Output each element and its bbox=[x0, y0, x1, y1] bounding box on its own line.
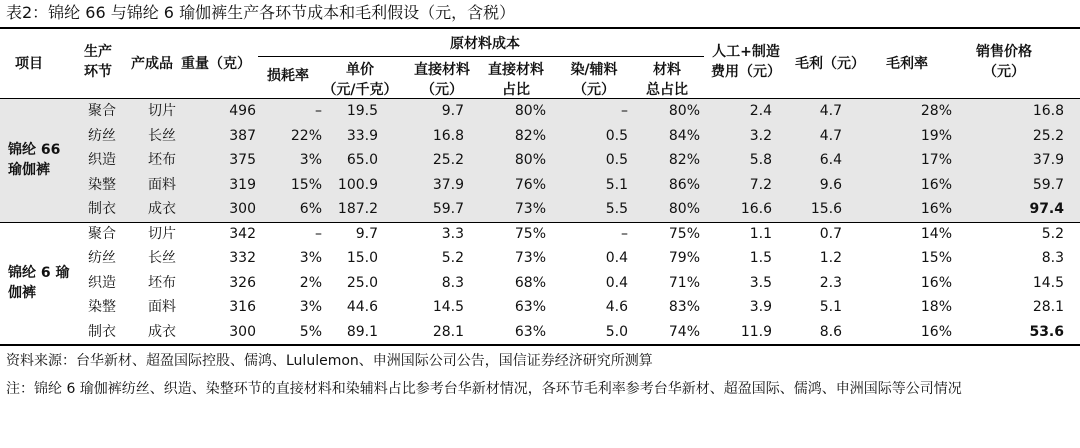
cell-direct-material: 59.7 bbox=[432, 201, 464, 217]
cell-stage: 染整 bbox=[88, 299, 116, 315]
top-rule bbox=[0, 27, 1080, 29]
cell-product: 长丝 bbox=[148, 127, 176, 144]
header-stage: 生产 环节 bbox=[84, 44, 112, 80]
cell-labor: 11.9 bbox=[740, 323, 772, 340]
cell-unit-price: 9.7 bbox=[355, 225, 378, 242]
cell-direct-share: 73% bbox=[514, 201, 546, 217]
cell-loss-rate: 5% bbox=[299, 323, 322, 340]
cell-material-share: 86% bbox=[668, 176, 700, 193]
cell-gross-margin: 19% bbox=[920, 127, 952, 144]
cell-stage: 织造 bbox=[88, 152, 116, 168]
cell-labor: 16.6 bbox=[740, 201, 772, 217]
cell-product: 长丝 bbox=[148, 250, 176, 266]
cell-direct-share: 68% bbox=[514, 274, 546, 291]
cell-price: 5.2 bbox=[1041, 225, 1064, 242]
cell-gross-margin: 15% bbox=[920, 250, 952, 266]
cell-direct-share: 80% bbox=[514, 103, 546, 119]
cell-product: 坯布 bbox=[148, 274, 176, 291]
cell-direct-share: 73% bbox=[514, 250, 546, 266]
group-name: 锦纶 6 瑜 伽裤 bbox=[8, 264, 70, 301]
cell-dye-aux: 0.4 bbox=[605, 274, 628, 291]
cell-weight: 332 bbox=[229, 250, 256, 266]
cell-material-share: 80% bbox=[668, 103, 700, 119]
cell-product: 成衣 bbox=[148, 323, 176, 340]
cell-material-share: 74% bbox=[668, 323, 700, 340]
cell-stage: 聚合 bbox=[88, 103, 116, 119]
cell-direct-share: 82% bbox=[514, 127, 546, 144]
table-row bbox=[0, 222, 1080, 247]
cell-price: 97.4 bbox=[1029, 201, 1064, 217]
cell-unit-price: 89.1 bbox=[346, 323, 378, 340]
cell-price: 16.8 bbox=[1032, 103, 1064, 119]
cell-unit-price: 187.2 bbox=[337, 201, 378, 217]
cell-loss-rate: 15% bbox=[290, 176, 322, 193]
cell-gross-margin: 17% bbox=[920, 152, 952, 168]
cell-direct-share: 63% bbox=[514, 323, 546, 340]
cell-gross-profit: 6.4 bbox=[819, 152, 842, 168]
cell-gross-profit: 5.1 bbox=[819, 299, 842, 315]
table-row bbox=[0, 246, 1080, 271]
cell-dye-aux: 5.5 bbox=[605, 201, 628, 217]
header-direct-material-share: 直接材料 占比 bbox=[488, 62, 544, 98]
cell-labor: 3.5 bbox=[749, 274, 772, 291]
cell-gross-profit: 2.3 bbox=[819, 274, 842, 291]
header-unit-price: 单价 （元/千克） bbox=[322, 62, 398, 98]
cell-loss-rate: – bbox=[315, 225, 322, 242]
cell-direct-material: 3.3 bbox=[441, 225, 464, 242]
cell-gross-margin: 16% bbox=[920, 274, 952, 291]
cell-weight: 319 bbox=[229, 176, 256, 193]
cell-gross-profit: 0.7 bbox=[819, 225, 842, 242]
cell-weight: 316 bbox=[229, 299, 256, 315]
cell-material-share: 75% bbox=[668, 225, 700, 242]
cell-direct-share: 75% bbox=[514, 225, 546, 242]
cell-direct-material: 16.8 bbox=[432, 127, 464, 144]
cell-stage: 纺丝 bbox=[88, 127, 116, 144]
header-price: 销售价格 （元） bbox=[976, 44, 1032, 80]
cell-labor: 3.2 bbox=[749, 127, 772, 144]
footnote: 注：锦纶 6 瑜伽裤纺丝、织造、染整环节的直接材料和染辅料占比参考台华新材情况，各环节毛利率参考台华新材、超盈国际、儒鸿、申洲国际等公司情况 bbox=[6, 381, 962, 397]
cell-gross-profit: 1.2 bbox=[819, 250, 842, 266]
cell-stage: 制衣 bbox=[88, 323, 116, 340]
cell-direct-material: 14.5 bbox=[432, 299, 464, 315]
source-note: 资料来源：台华新材、超盈国际控股、儒鸿、Lululemon、申洲国际公司公告，国信证券经济研究所测算 bbox=[6, 353, 653, 369]
cell-direct-material: 9.7 bbox=[441, 103, 464, 119]
cell-material-share: 84% bbox=[668, 127, 700, 144]
cell-product: 切片 bbox=[148, 103, 176, 119]
cell-material-share: 80% bbox=[668, 201, 700, 217]
cell-gross-margin: 28% bbox=[920, 103, 952, 119]
table-row bbox=[0, 295, 1080, 320]
table-row bbox=[0, 271, 1080, 296]
cell-price: 28.1 bbox=[1032, 299, 1064, 315]
cell-loss-rate: 22% bbox=[290, 127, 322, 144]
cell-labor: 1.5 bbox=[749, 250, 772, 266]
cell-direct-material: 25.2 bbox=[432, 152, 464, 168]
cell-dye-aux: 5.0 bbox=[605, 323, 628, 340]
header-loss-rate: 损耗率 bbox=[267, 68, 309, 84]
cell-gross-profit: 9.6 bbox=[819, 176, 842, 193]
cell-labor: 5.8 bbox=[749, 152, 772, 168]
header-item: 项目 bbox=[15, 56, 43, 72]
cell-stage: 染整 bbox=[88, 176, 116, 193]
cell-gross-profit: 4.7 bbox=[819, 127, 842, 144]
cell-stage: 聚合 bbox=[88, 225, 116, 242]
cell-weight: 496 bbox=[229, 103, 256, 119]
table-row bbox=[0, 148, 1080, 173]
cell-gross-margin: 16% bbox=[920, 323, 952, 340]
cell-loss-rate: – bbox=[315, 103, 322, 119]
table-row bbox=[0, 99, 1080, 124]
cell-material-share: 82% bbox=[668, 152, 700, 168]
cell-unit-price: 25.0 bbox=[346, 274, 378, 291]
cell-price: 14.5 bbox=[1032, 274, 1064, 291]
cell-dye-aux: 4.6 bbox=[605, 299, 628, 315]
group-name: 锦纶 66 瑜伽裤 bbox=[8, 142, 61, 179]
cell-direct-material: 37.9 bbox=[432, 176, 464, 193]
cell-weight: 375 bbox=[229, 152, 256, 168]
cell-price: 25.2 bbox=[1032, 127, 1064, 144]
cell-price: 8.3 bbox=[1041, 250, 1064, 266]
cell-direct-material: 8.3 bbox=[441, 274, 464, 291]
cell-weight: 300 bbox=[229, 323, 256, 340]
cell-loss-rate: 3% bbox=[299, 250, 322, 266]
raw-material-sub-rule bbox=[258, 56, 704, 57]
table-row bbox=[0, 173, 1080, 198]
cell-stage: 制衣 bbox=[88, 201, 116, 217]
bottom-rule bbox=[0, 344, 1080, 346]
cell-dye-aux: 0.5 bbox=[605, 127, 628, 144]
cell-labor: 7.2 bbox=[749, 176, 772, 193]
header-direct-material: 直接材料 （元） bbox=[414, 62, 470, 98]
header-labor: 人工+制造 费用（元） bbox=[711, 44, 781, 80]
table-row bbox=[0, 124, 1080, 149]
header-dye-aux: 染/辅料 （元） bbox=[570, 62, 618, 98]
cell-price: 59.7 bbox=[1032, 176, 1064, 193]
cell-direct-share: 76% bbox=[514, 176, 546, 193]
cell-product: 成衣 bbox=[148, 201, 176, 217]
header-material-share: 材料 总占比 bbox=[646, 62, 688, 98]
cell-weight: 342 bbox=[229, 225, 256, 242]
cell-material-share: 71% bbox=[668, 274, 700, 291]
cell-dye-aux: – bbox=[621, 103, 628, 119]
cell-stage: 织造 bbox=[88, 274, 116, 291]
table-title: 表2：锦纶 66 与锦纶 6 瑜伽裤生产各环节成本和毛利假设（元，含税） bbox=[6, 3, 516, 22]
cell-direct-share: 63% bbox=[514, 299, 546, 315]
cell-loss-rate: 6% bbox=[299, 201, 322, 217]
cell-unit-price: 44.6 bbox=[346, 299, 378, 315]
header-gross-margin: 毛利率 bbox=[886, 56, 928, 72]
cell-labor: 3.9 bbox=[749, 299, 772, 315]
cell-dye-aux: 0.4 bbox=[605, 250, 628, 266]
header-product: 产成品 bbox=[131, 56, 173, 72]
cell-weight: 326 bbox=[229, 274, 256, 291]
cell-gross-margin: 18% bbox=[920, 299, 952, 315]
cell-stage: 纺丝 bbox=[88, 250, 116, 266]
cell-product: 坯布 bbox=[148, 152, 176, 168]
header-raw-material-group: 原材料成本 bbox=[450, 36, 520, 52]
cell-unit-price: 33.9 bbox=[346, 127, 378, 144]
cell-labor: 2.4 bbox=[749, 103, 772, 119]
cell-product: 面料 bbox=[148, 176, 176, 193]
cell-price: 53.6 bbox=[1029, 323, 1064, 340]
cell-gross-profit: 15.6 bbox=[810, 201, 842, 217]
cell-unit-price: 100.9 bbox=[337, 176, 378, 193]
cell-loss-rate: 3% bbox=[299, 299, 322, 315]
cell-direct-material: 28.1 bbox=[432, 323, 464, 340]
cell-direct-share: 80% bbox=[514, 152, 546, 168]
cell-material-share: 83% bbox=[668, 299, 700, 315]
cell-gross-margin: 14% bbox=[920, 225, 952, 242]
table-row bbox=[0, 320, 1080, 345]
cell-product: 切片 bbox=[148, 225, 176, 242]
cell-dye-aux: – bbox=[621, 225, 628, 242]
cell-gross-margin: 16% bbox=[920, 201, 952, 217]
cell-gross-margin: 16% bbox=[920, 176, 952, 193]
cell-weight: 387 bbox=[229, 127, 256, 144]
cell-loss-rate: 2% bbox=[299, 274, 322, 291]
cell-gross-profit: 4.7 bbox=[819, 103, 842, 119]
cell-unit-price: 65.0 bbox=[346, 152, 378, 168]
cell-gross-profit: 8.6 bbox=[819, 323, 842, 340]
cell-weight: 300 bbox=[229, 201, 256, 217]
header-weight: 重量（克） bbox=[181, 56, 251, 72]
cell-price: 37.9 bbox=[1032, 152, 1064, 168]
header-gross-profit: 毛利（元） bbox=[795, 56, 865, 72]
cell-product: 面料 bbox=[148, 299, 176, 315]
table-row bbox=[0, 197, 1080, 222]
cell-unit-price: 19.5 bbox=[346, 103, 378, 119]
cell-dye-aux: 0.5 bbox=[605, 152, 628, 168]
cell-material-share: 79% bbox=[668, 250, 700, 266]
cell-unit-price: 15.0 bbox=[346, 250, 378, 266]
cell-direct-material: 5.2 bbox=[441, 250, 464, 266]
cell-labor: 1.1 bbox=[749, 225, 772, 242]
cell-loss-rate: 3% bbox=[299, 152, 322, 168]
cell-dye-aux: 5.1 bbox=[605, 176, 628, 193]
